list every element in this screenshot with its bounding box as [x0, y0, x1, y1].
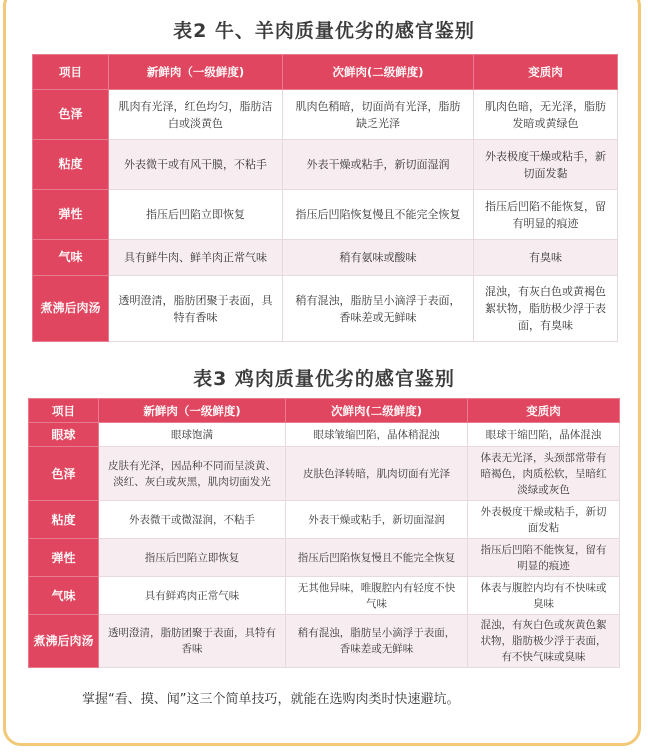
- col-header-fresh: 新鲜肉（一级鲜度): [99, 399, 286, 423]
- cell-second: 指压后凹陷恢复慢且不能完全恢复: [286, 539, 468, 577]
- beef-mutton-table: [32, 54, 618, 342]
- row-label: 煮沸后肉汤: [29, 615, 99, 668]
- table-row: [33, 276, 618, 342]
- cell-spoiled: 体表无光泽，头颈部常带有暗褐色，肉质松软，呈暗红淡绿或灰色: [468, 447, 620, 501]
- cell-spoiled: 有臭味: [474, 240, 618, 276]
- row-label: 气味: [33, 240, 109, 276]
- cell-fresh: 眼球饱满: [99, 423, 286, 447]
- cell-fresh: 具有鲜牛肉、鲜羊肉正常气味: [109, 240, 283, 276]
- table-row: [29, 447, 620, 501]
- table-row: [29, 615, 620, 668]
- col-header-spoiled: 变质肉: [474, 55, 618, 90]
- cell-second: 肌肉色稍暗，切面尚有光泽，脂肪缺乏光泽: [283, 90, 474, 140]
- cell-second: 稍有混浊，脂肪呈小滴浮于表面，香味差或无鲜味: [283, 276, 474, 342]
- cell-spoiled: 混浊，有灰白色或黄褐色絮状物，脂肪极少浮于表面，有臭味: [474, 276, 618, 342]
- table-row: [33, 190, 618, 240]
- cell-spoiled: 混浊，有灰白色或灰黄色絮状物，脂肪极少浮于表面，有不快气味或臭味: [468, 615, 620, 668]
- table-row: [29, 539, 620, 577]
- row-label: 眼球: [29, 423, 99, 447]
- chicken-table: [28, 398, 620, 668]
- table-row: [29, 577, 620, 615]
- row-label: 弹性: [29, 539, 99, 577]
- col-header-fresh: 新鲜肉（一级鲜度): [109, 55, 283, 90]
- cell-spoiled: 指压后凹陷不能恢复，留有明显的痕迹: [474, 190, 618, 240]
- table-row: [29, 501, 620, 539]
- cell-spoiled: 眼球干缩凹陷，晶体混浊: [468, 423, 620, 447]
- row-label: 色泽: [29, 447, 99, 501]
- cell-fresh: 透明澄清，脂肪团聚于表面，具特有香味: [109, 276, 283, 342]
- row-label: 气味: [29, 577, 99, 615]
- cell-fresh: 指压后凹陷立即恢复: [99, 539, 286, 577]
- cell-fresh: 皮肤有光泽，因品种不同而呈淡黄、淡红、灰白或灰黑，肌肉切面发光: [99, 447, 286, 501]
- cell-spoiled: 外表极度干燥或粘手，新切面发粘: [468, 501, 620, 539]
- table-row: [29, 423, 620, 447]
- footer-tip: 掌握“看、摸、闻”这三个简单技巧，就能在选购肉类时快速避坑。: [82, 692, 460, 707]
- table-row: [33, 140, 618, 190]
- col-header-item: 项目: [33, 55, 109, 90]
- cell-second: 外表干燥或粘手，新切面湿润: [286, 501, 468, 539]
- cell-second: 稍有氨味或酸味: [283, 240, 474, 276]
- cell-second: 指压后凹陷恢复慢且不能完全恢复: [283, 190, 474, 240]
- col-header-second: 次鲜肉(二级鲜度): [283, 55, 474, 90]
- cell-second: 皮肤色泽转暗，肌肉切面有光泽: [286, 447, 468, 501]
- cell-second: 外表干燥或粘手，新切面湿润: [283, 140, 474, 190]
- table-header-row: [33, 55, 618, 90]
- cell-spoiled: 指压后凹陷不能恢复，留有明显的痕迹: [468, 539, 620, 577]
- cell-second: 眼球皱缩凹陷，晶体稍混浊: [286, 423, 468, 447]
- col-header-spoiled: 变质肉: [468, 399, 620, 423]
- table1-title: 表2 牛、羊肉质量优劣的感官鉴别: [173, 20, 475, 42]
- cell-fresh: 外表微干或有风干膜，不粘手: [109, 140, 283, 190]
- table-row: [33, 90, 618, 140]
- cell-second: 无其他异味，唯腹腔内有轻度不快气味: [286, 577, 468, 615]
- row-label: 粘度: [29, 501, 99, 539]
- row-label: 色泽: [33, 90, 109, 140]
- cell-fresh: 透明澄清，脂肪团聚于表面，具特有香味: [99, 615, 286, 668]
- table2-title: 表3 鸡肉质量优劣的感官鉴别: [193, 368, 455, 390]
- table-row: [33, 240, 618, 276]
- cell-second: 稍有混浊，脂肪呈小滴浮于表面，香味差或无鲜味: [286, 615, 468, 668]
- col-header-item: 项目: [29, 399, 99, 423]
- cell-fresh: 指压后凹陷立即恢复: [109, 190, 283, 240]
- col-header-second: 次鲜肉(二级鲜度): [286, 399, 468, 423]
- cell-fresh: 具有鲜鸡肉正常气味: [99, 577, 286, 615]
- row-label: 弹性: [33, 190, 109, 240]
- row-label: 煮沸后肉汤: [33, 276, 109, 342]
- cell-fresh: 肌肉有光泽，红色均匀，脂肪洁白或淡黄色: [109, 90, 283, 140]
- cell-spoiled: 肌肉色暗，无光泽，脂肪发暗或黄绿色: [474, 90, 618, 140]
- cell-spoiled: 体表与腹腔内均有不快味或臭味: [468, 577, 620, 615]
- cell-spoiled: 外表极度干燥或粘手，新切面发黏: [474, 140, 618, 190]
- cell-fresh: 外表微干或微湿润，不粘手: [99, 501, 286, 539]
- table-header-row: [29, 399, 620, 423]
- row-label: 粘度: [33, 140, 109, 190]
